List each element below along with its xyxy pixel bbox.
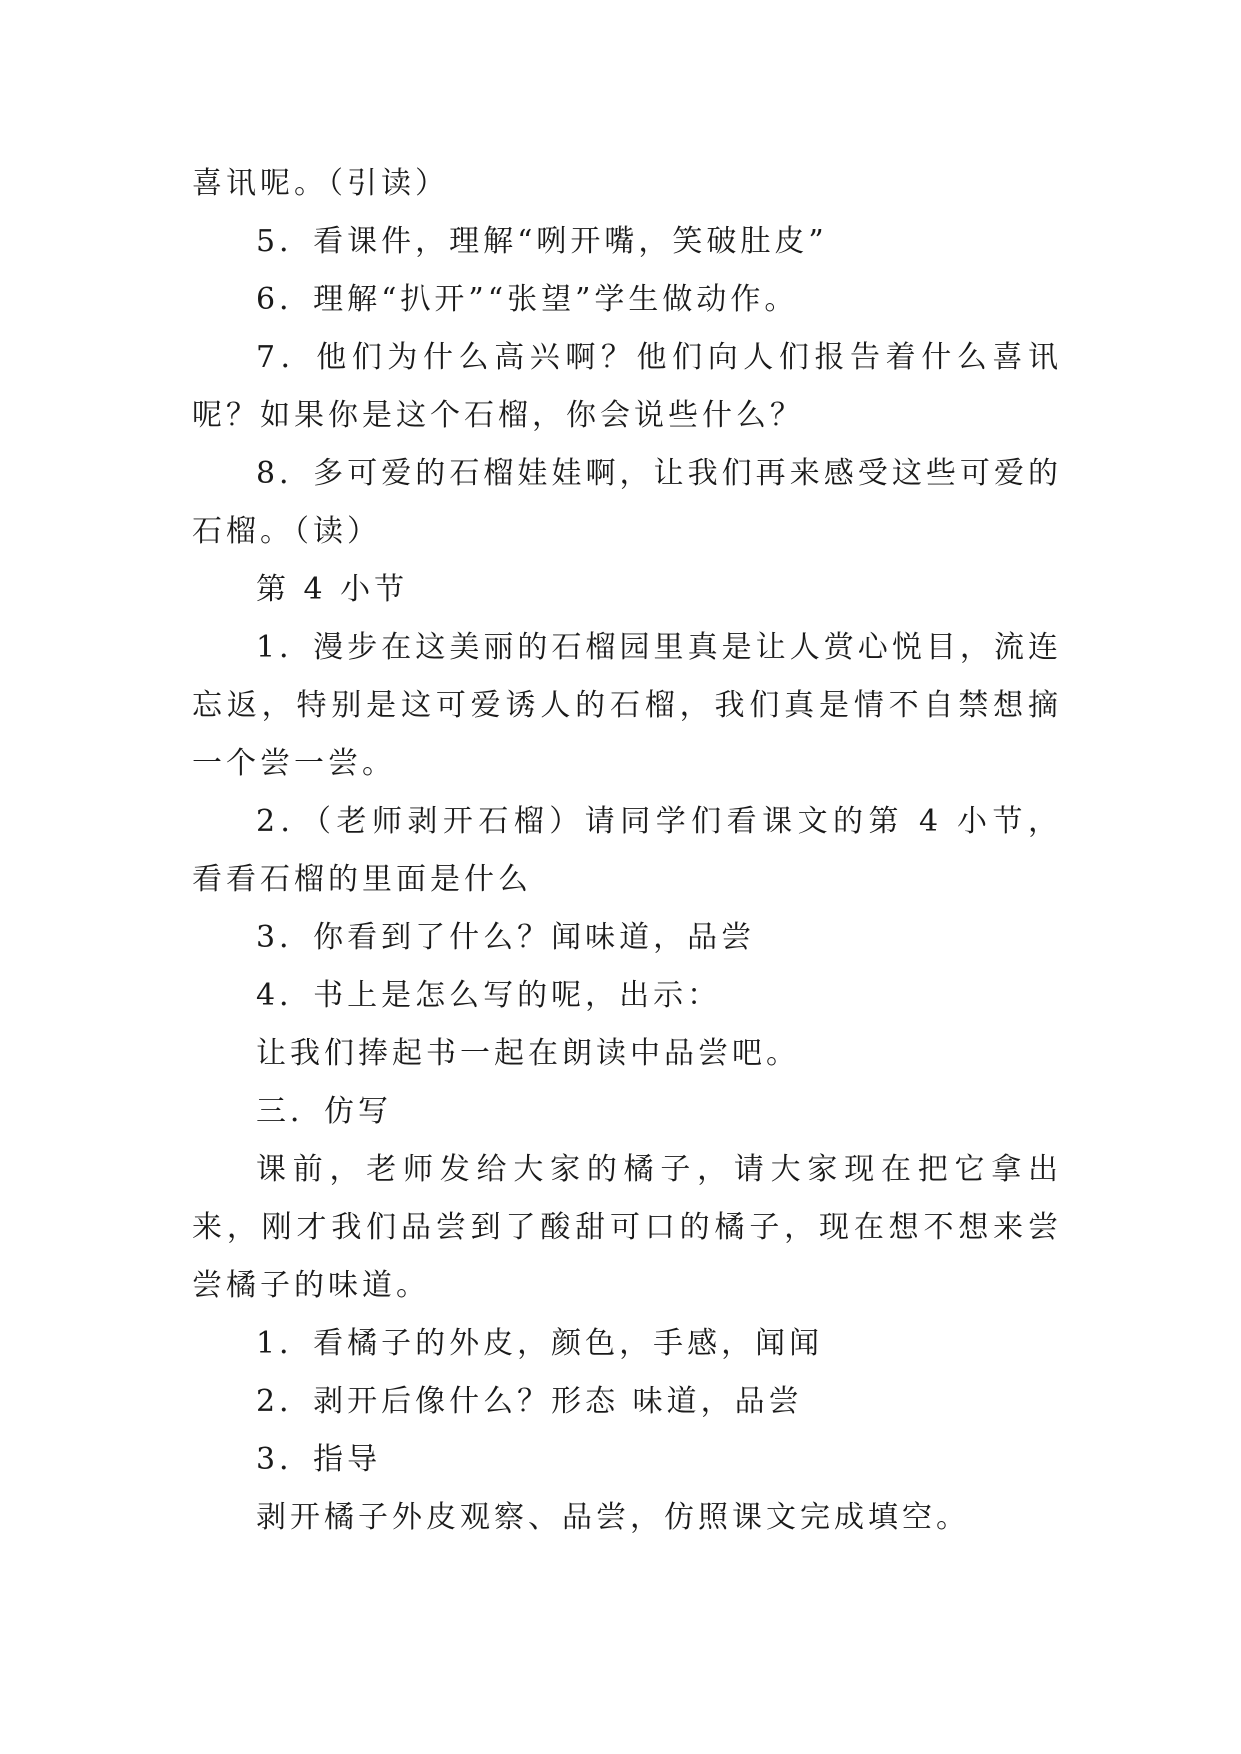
paragraph: 2．（老师剥开石榴）请同学们看课文的第 4 小节，看看石榴的里面是什么 <box>192 804 1062 897</box>
paragraph: 2．剥开后像什么？形态 味道，品尝 <box>256 1384 803 1419</box>
paragraph: 1．看橘子的外皮，颜色，手感，闻闻 <box>256 1326 824 1361</box>
paragraph: 6．理解“扒开”“张望”学生做动作。 <box>256 282 799 317</box>
paragraph: 剥开橘子外皮观察、品尝，仿照课文完成填空。 <box>256 1500 970 1535</box>
paragraph: 7．他们为什么高兴啊？他们向人们报告着什么喜讯呢？如果你是这个石榴，你会说些什么？ <box>192 340 1062 433</box>
paragraph: 让我们捧起书一起在朗读中品尝吧。 <box>256 1036 800 1071</box>
paragraph: 3．你看到了什么？闻味道，品尝 <box>256 920 756 955</box>
paragraph: 3．指导 <box>256 1442 382 1477</box>
paragraph: 喜讯呢。（引读） <box>192 166 449 201</box>
paragraph: 4．书上是怎么写的呢，出示： <box>256 978 722 1013</box>
paragraph: 课前，老师发给大家的橘子，请大家现在把它拿出来，刚才我们品尝到了酸甜可口的橘子，现在想不想来尝尝橘子的味道。 <box>192 1152 1062 1303</box>
document-body <box>192 155 1062 1547</box>
paragraph: 1．漫步在这美丽的石榴园里真是让人赏心悦目，流连忘返，特别是这可爱诱人的石榴，我们真是情不自禁想摘一个尝一尝。 <box>192 630 1062 781</box>
paragraph: 8．多可爱的石榴娃娃啊，让我们再来感受这些可爱的石榴。（读） <box>192 456 1062 549</box>
section-heading: 三．仿写 <box>256 1094 392 1129</box>
paragraph: 5．看课件，理解“咧开嘴，笑破肚皮” <box>256 224 828 259</box>
section-heading: 第 4 小节 <box>256 572 409 607</box>
